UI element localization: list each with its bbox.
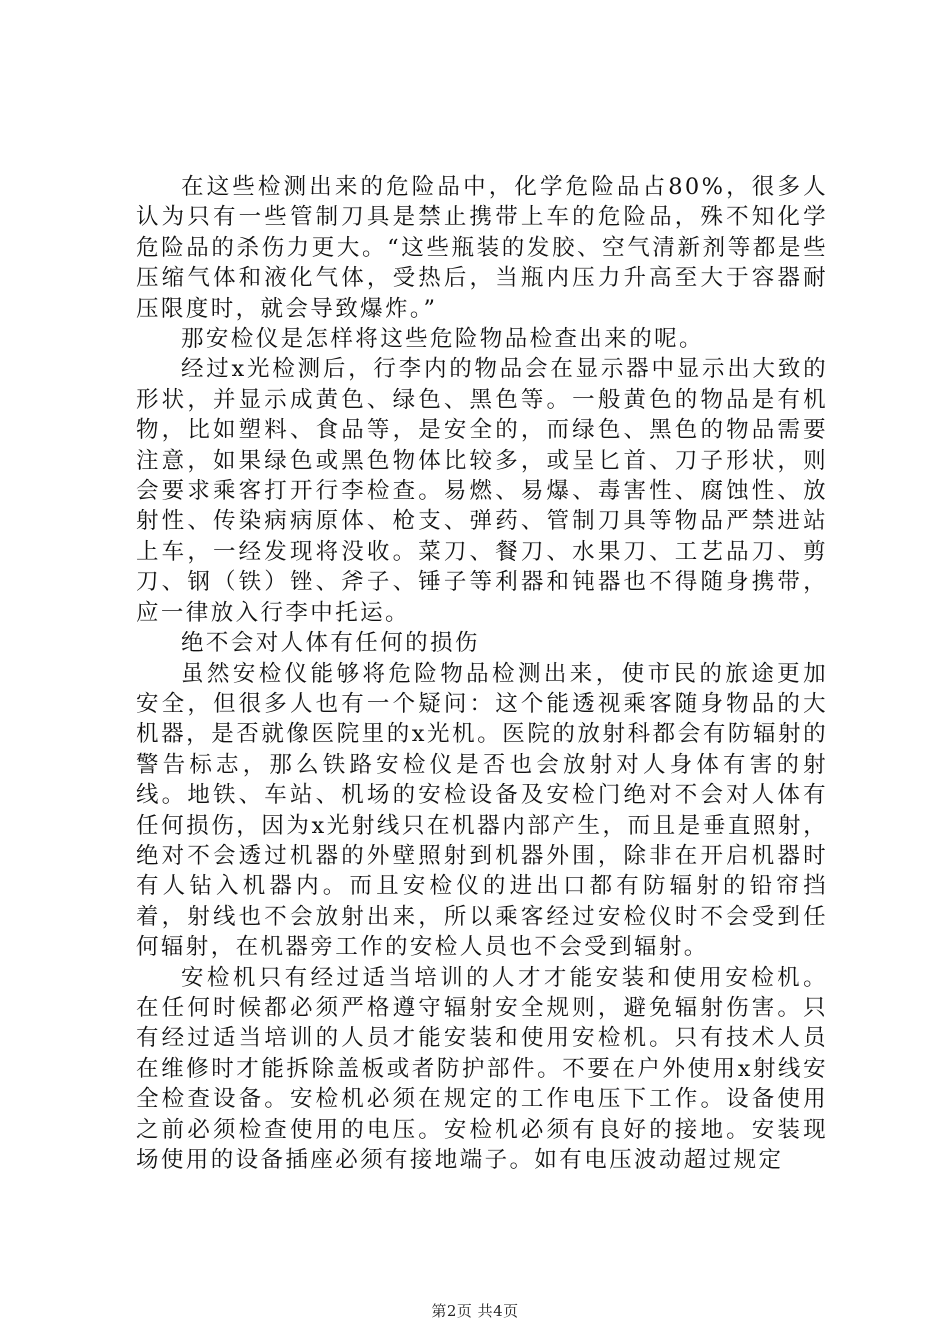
page-footer: 第2页 共4页 xyxy=(431,1302,519,1320)
document-body xyxy=(136,172,828,1175)
paragraph-hazardous-chemicals: 在这些检测出来的危险品中，化学危险品占80%，很多人认为只有一些管制刀具是禁止携带上车的危险品，殊不知化学危险品的杀伤力更大。“这些瓶装的发胶、空气清新剂等都是些压缩气体和液化气体，受热后，当瓶内压力升高至大于容器耐压限度时，就会导致爆炸。” xyxy=(136,174,828,322)
paragraph-radiation-safety: 虽然安检仪能够将危险物品检测出来，使市民的旅途更加安全，但很多人也有一个疑问：这个能透视乘客随身物品的大机器，是否就像医院里的x光机。医院的放射科都会有防辐射的警告标志，那么铁路安检仪是否也会放射对人身体有害的射线。地铁、车站、机场的安检设备及安检门绝对不会对人体有任何损伤，因为x光射线只在机器内部产生，而且是垂直照射，绝对不会透过机器的外壁照射到机器外围，除非在开启机器时有人钻入机器内。而且安检仪的进出口都有防辐射的铅帘挡着，射线也不会放射出来，所以乘客经过安检仪时不会受到任何辐射，在机器旁工作的安检人员也不会受到辐射。 xyxy=(136,660,828,961)
section-heading-no-harm: 绝不会对人体有任何的损伤 xyxy=(181,630,480,657)
paragraph-xray-colors: 经过x光检测后，行李内的物品会在显示器中显示出大致的形状，并显示成黄色、绿色、黑色等。一般黄色的物品是有机物，比如塑料、食品等，是安全的，而绿色、黑色的物品需要注意，如果绿色或黑色物体比较多，或呈匕首、刀子形状，则会要求乘客打开行李检查。易燃、易爆、毒害性、腐蚀性、放射性、传染病病原体、枪支、弹药、管制刀具等物品严禁进站上车，一经发现将没收。菜刀、餐刀、水果刀、工艺品刀、剪刀、钢（铁）锉、斧子、锤子等利器和钝器也不得随身携带，应一律放入行李中托运。 xyxy=(136,356,828,626)
paragraph-operation-rules: 安检机只有经过适当培训的人才才能安装和使用安检机。在任何时候都必须严格遵守辐射安全规则，避免辐射伤害。只有经过适当培训的人员才能安装和使用安检机。只有技术人员在维修时才能拆除盖板或者防护部件。不要在户外使用x射线安全检查设备。安检机必须在规定的工作电压下工作。设备使用之前必须检查使用的电压。安检机必须有良好的接地。安装现场使用的设备插座必须有接地端子。如有电压波动超过规定 xyxy=(136,964,828,1173)
paragraph-question-how-detected: 那安检仪是怎样将这些危险物品检查出来的呢。 xyxy=(181,326,704,353)
